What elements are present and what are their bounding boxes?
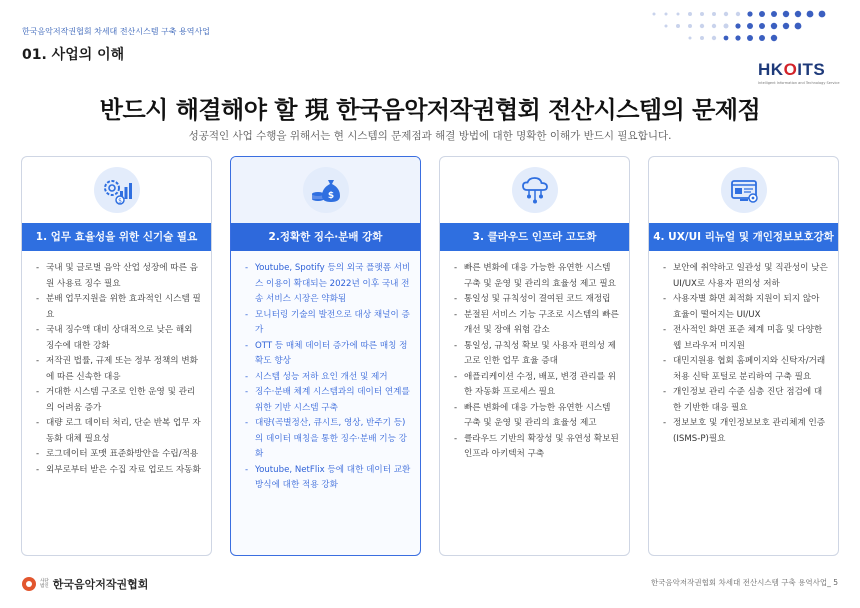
org-type-label: 사단 법인 xyxy=(40,579,49,589)
list-item: - 징수·분배 체계 시스템과의 데이터 연계를 위한 기반 시스템 구축 xyxy=(245,385,412,416)
list-item: - 통일성, 규칙성 확보 및 사용자 편의성 제고로 인한 업무 효율 증대 xyxy=(454,339,621,370)
logo-text-left: HK xyxy=(758,60,784,79)
list-item: - 보안에 취약하고 일관성 및 직관성이 낮은 UI/UX로 사용자 편의성 저하 xyxy=(663,261,830,292)
document-caption: 한국음악저작권협회 차세대 전산시스템 구축 용역사업 xyxy=(22,27,210,36)
card-title: 4. UX/UI 리뉴얼 및 개인정보보호강화 xyxy=(649,223,838,251)
ux-ui-icon xyxy=(721,167,767,213)
logo-text-o: O xyxy=(783,60,798,79)
list-item: - 거대한 시스템 구조로 인한 운영 및 관리의 어려움 증가 xyxy=(36,385,203,416)
card-title: 1. 업무 효율성을 위한 신기술 필요 xyxy=(22,223,211,251)
problem-card-4 xyxy=(648,156,839,556)
card-item-list xyxy=(440,251,629,463)
money-bag-icon xyxy=(303,167,349,213)
logo-subtitle: Intelligent Information and Technology Service xyxy=(758,81,840,85)
page-footer: 한국음악저작권협회 차세대 전산시스템 구축 용역사업_ 5 xyxy=(650,578,838,587)
list-item: - Youtube, NetFlix 등에 대한 데이터 교환 방식에 대한 적용 강화 xyxy=(245,463,412,494)
gear-chart-icon xyxy=(94,167,140,213)
org-mark-icon xyxy=(22,577,36,591)
company-logo xyxy=(758,60,838,90)
list-item: - 개인정보 관리 수준 심층 진단 점검에 대한 기반한 대응 필요 xyxy=(663,385,830,416)
page-headline: 반드시 해결해야 할 現 한국음악저작권협회 전산시스템의 문제점 xyxy=(99,96,761,124)
list-item: - 저작권 법률, 규제 또는 정부 정책의 변화에 따른 신속한 대응 xyxy=(36,354,203,385)
problem-card-2 xyxy=(230,156,421,556)
decorative-dots xyxy=(646,6,836,42)
org-name: 한국음악저작권협회 xyxy=(52,578,149,591)
list-item: - 대민지원용 협회 홈페이지와 신탁자/거래처용 신탁 포털로 분리하여 구축 필요 xyxy=(663,354,830,385)
list-item: - 애플리케이션 수정, 배포, 변경 관리를 위한 자동화 프로세스 필요 xyxy=(454,370,621,401)
problem-card-1 xyxy=(21,156,212,556)
list-item: - 시스템 성능 저하 요인 개선 및 제거 xyxy=(245,370,412,386)
page-subheadline: 성공적인 사업 수행을 위해서는 현 시스템의 문제점과 해결 방법에 대한 명확한 이해가 반드시 필요합니다. xyxy=(188,130,672,142)
card-item-list xyxy=(649,251,838,447)
list-item: - 정보보호 및 개인정보보호 관리체계 인증(ISMS-P)필요 xyxy=(663,416,830,447)
list-item: - 전사적인 화면 표준 체계 미흡 및 다양한 웹 브라우저 미지원 xyxy=(663,323,830,354)
section-title: 01. 사업의 이해 xyxy=(22,47,125,63)
list-item: - 국내 및 글로벌 음악 산업 성장에 따른 음원 사용료 징수 필요 xyxy=(36,261,203,292)
list-item: - 빠른 변화에 대응 가능한 유연한 시스템 구축 및 운영 및 관리의 효율성 제고 xyxy=(454,401,621,432)
list-item: - 대량(곡별정산, 큐시트, 영상, 반주기 등) 의 데이터 매칭을 통한 징수·분배 기능 강화 xyxy=(245,416,412,463)
footer-org-logo xyxy=(22,576,148,592)
list-item: - 외부로부터 받은 수집 자료 업로드 자동화 xyxy=(36,463,203,479)
list-item: - 분배 업무지원을 위한 효과적인 시스템 필요 xyxy=(36,292,203,323)
cloud-network-icon xyxy=(512,167,558,213)
list-item: - 사용자별 화면 최적화 지원이 되지 않아 효율이 떨어지는 UI/UX xyxy=(663,292,830,323)
card-title: 2.정확한 징수·분배 강화 xyxy=(231,223,420,251)
list-item: - 빠른 변화에 대응 가능한 유연한 시스템 구축 및 운영 및 관리의 효율성 제고 필요 xyxy=(454,261,621,292)
svg-text:$: $ xyxy=(327,191,334,201)
logo-text-right: ITS xyxy=(797,60,826,79)
svg-text:$: $ xyxy=(117,197,122,205)
list-item: - 분절된 서비스 기능 구조로 시스템의 빠른 개선 및 장애 위험 감소 xyxy=(454,308,621,339)
problem-card-3 xyxy=(439,156,630,556)
list-item: - OTT 등 매체 데이터 증가에 따른 매칭 정확도 향상 xyxy=(245,339,412,370)
list-item: - 국내 징수액 대비 상대적으로 낮은 해외 징수에 대한 강화 xyxy=(36,323,203,354)
list-item: - 클라우드 기반의 확장성 및 유연성 확보된 인프라 아키텍처 구축 xyxy=(454,432,621,463)
list-item: - 로그데이터 포맷 표준화방안을 수립/적용 xyxy=(36,447,203,463)
list-item: - 모니터링 기술의 발전으로 대상 채널이 증가 xyxy=(245,308,412,339)
card-item-list xyxy=(231,251,420,494)
card-item-list xyxy=(22,251,211,478)
list-item: - Youtube, Spotify 등의 외국 플랫폼 서비스 이용이 확대되는 2022년 이후 국내 전송 서비스 시장은 약화됨 xyxy=(245,261,412,308)
list-item: - 통일성 및 규칙성이 결여된 코드 재정립 xyxy=(454,292,621,308)
card-title: 3. 클라우드 인프라 고도화 xyxy=(440,223,629,251)
list-item: - 대량 로그 데이터 처리, 단순 반복 업무 자동화 대체 필요성 xyxy=(36,416,203,447)
